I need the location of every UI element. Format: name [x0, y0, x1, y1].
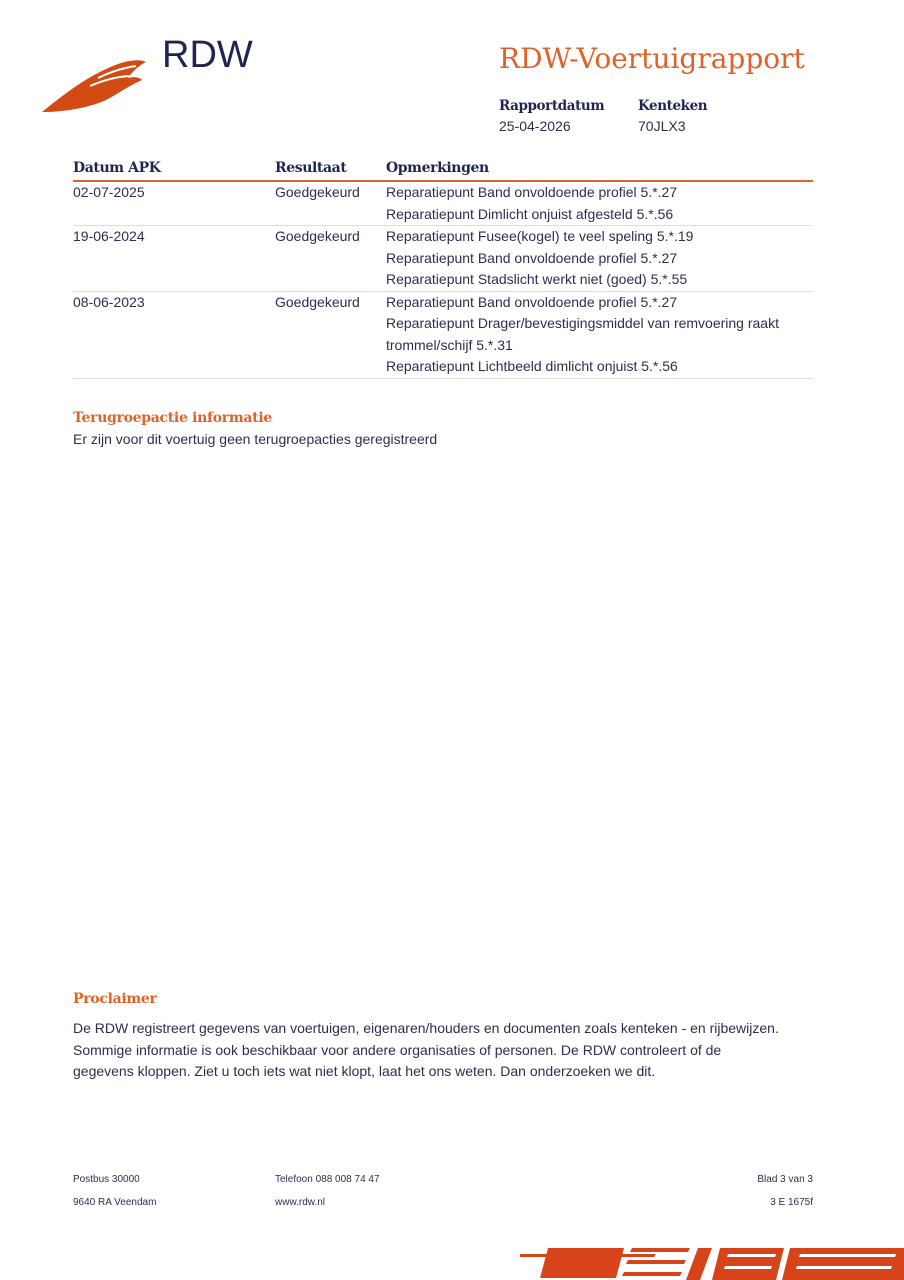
column-header-resultaat: Resultaat [275, 160, 347, 176]
table-row [73, 182, 813, 226]
apk-date: 08-06-2023 [73, 293, 145, 310]
footer-document-code: 3 E 1675f [770, 1197, 813, 1208]
apk-remark: Reparatiepunt Band onvoldoende profiel 5.*.27 [386, 184, 678, 200]
apk-date: 19-06-2024 [73, 228, 145, 244]
logo-text: RDW [162, 34, 253, 76]
footer-telefoon: Telefoon 088 008 74 47 [275, 1174, 380, 1185]
proclaimer-text: De RDW registreert gegevens van voertuigen, eigenaren/houders en documenten zoals kenteken - en rijbewijzen. Sommige informatie is ook beschikbaar voor andere organisaties of personen. De RDW controleert of de gegevens kloppen. Ziet u toch iets wat niet klopt, laat het ons weten. Dan onderzoeken we dit. [73, 1020, 779, 1079]
apk-remark: Reparatiepunt Fusee(kogel) te veel speling 5.*.19 [386, 228, 694, 244]
page-title: RDW-Voertuigrapport [499, 42, 805, 75]
column-header-datum: Datum APK [73, 160, 161, 176]
proclaimer-title: Proclaimer [73, 991, 157, 1007]
apk-remark: Reparatiepunt Band onvoldoende profiel 5.*.27 [386, 249, 678, 266]
apk-remark: Reparatiepunt Drager/bevestigingsmiddel van remvoering raakt trommel/schijf 5.*.31 [386, 315, 779, 353]
table-row [73, 292, 813, 379]
apk-result: Goedgekeurd [275, 184, 360, 200]
apk-result: Goedgekeurd [275, 293, 360, 310]
footer-page-number: Blad 3 van 3 [757, 1174, 813, 1185]
column-header-opmerkingen: Opmerkingen [386, 160, 489, 176]
recall-title: Terugroepactie informatie [73, 410, 272, 426]
footer-website[interactable]: www.rdw.nl [275, 1197, 326, 1208]
rdw-logo-icon [40, 56, 148, 116]
apk-date: 02-07-2025 [73, 184, 145, 200]
apk-remark: Reparatiepunt Band onvoldoende profiel 5.*.27 [386, 293, 678, 310]
decorative-stripes-icon [520, 1244, 904, 1280]
apk-remark: Reparatiepunt Stadslicht werkt niet (goed) 5.*.55 [386, 271, 688, 287]
apk-table [73, 158, 813, 379]
rapportdatum-label: Rapportdatum [499, 98, 605, 114]
table-header [73, 158, 813, 182]
apk-result: Goedgekeurd [275, 228, 360, 244]
apk-remark: Reparatiepunt Lichtbeeld dimlicht onjuist 5.*.56 [386, 358, 678, 374]
kenteken-value: 70JLX3 [638, 118, 686, 134]
table-row [73, 226, 813, 292]
kenteken-label: Kenteken [638, 98, 708, 114]
footer-city: 9640 RA Veendam [73, 1197, 157, 1208]
recall-text: Er zijn voor dit voertuig geen terugroepacties geregistreerd [73, 431, 438, 447]
rapportdatum-value: 25-04-2026 [499, 118, 571, 134]
footer-postbus: Postbus 30000 [73, 1174, 140, 1185]
apk-remark: Reparatiepunt Dimlicht onjuist afgesteld 5.*.56 [386, 205, 674, 222]
